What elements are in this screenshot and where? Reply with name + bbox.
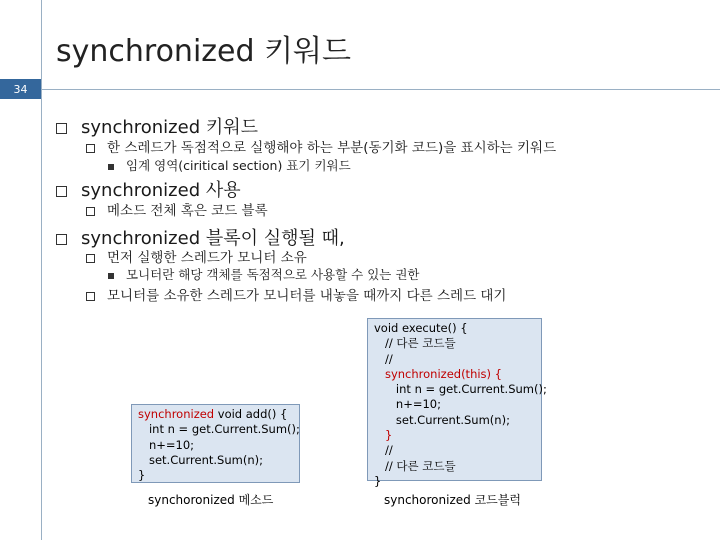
bullet-text: synchronized 블록이 실행될 때, xyxy=(81,228,345,249)
code-line: } xyxy=(374,473,382,488)
code-line: // xyxy=(374,443,393,458)
code-line: n+=10; xyxy=(374,397,442,412)
hollow-square-bullet-icon xyxy=(86,144,95,153)
hollow-square-bullet-icon xyxy=(56,186,67,197)
hollow-square-bullet-icon xyxy=(56,234,67,245)
bullet-text: synchronized 키워드 xyxy=(81,117,259,138)
bullet-text: 임계 영역(ciritical section) 표기 키워드 xyxy=(126,158,351,173)
hollow-square-bullet-icon xyxy=(56,123,67,134)
bullet-text: synchronized 사용 xyxy=(81,180,241,201)
code-line: int n = get.Current.Sum(); xyxy=(374,382,547,397)
code-keyword-line: synchronized(this) { xyxy=(384,366,503,381)
sub-sub-bullet-critical-section xyxy=(108,156,351,174)
bullet-text: 한 스레드가 독점적으로 실행해야 하는 부분(동기화 코드)을 표시하는 키워드 xyxy=(107,140,557,156)
code-box-synchronized-method xyxy=(131,404,300,483)
filled-square-bullet-icon xyxy=(108,273,114,279)
code-line: set.Current.Sum(n); xyxy=(374,412,510,427)
caption-synchronized-method: synchoronized 메소드 xyxy=(148,493,274,507)
code-line: n+=10; xyxy=(138,437,195,452)
code-box-synchronized-block xyxy=(367,318,547,488)
caption-synchronized-block: synchoronized 코드블럭 xyxy=(384,493,521,507)
bullet-text: 메소드 전체 혹은 코드 블록 xyxy=(107,203,268,219)
bullet-text: 모니터를 소유한 스레드가 모니터를 내놓을 때까지 다른 스레드 대기 xyxy=(107,288,507,304)
code-line: void execute() { xyxy=(374,321,468,335)
sub-bullet-method-or-block xyxy=(86,199,268,219)
horizontal-divider xyxy=(0,89,720,90)
sub-bullet-thread-wait xyxy=(86,284,506,304)
code-line: // 다른 코드들 xyxy=(374,336,456,351)
code-line: set.Current.Sum(n); xyxy=(138,452,263,467)
code-keyword: synchronized xyxy=(138,407,215,421)
sub-bullet-monitor-owner xyxy=(86,246,307,266)
sub-sub-bullet-monitor-definition xyxy=(108,265,419,283)
hollow-square-bullet-icon xyxy=(86,292,95,301)
bullet-text: 모니터란 해당 객체를 독점적으로 사용할 수 있는 권한 xyxy=(126,267,420,282)
filled-square-bullet-icon xyxy=(108,164,114,170)
code-closing-brace: } xyxy=(374,428,393,443)
code-indent xyxy=(374,367,385,381)
code-line: // xyxy=(374,351,393,366)
hollow-square-bullet-icon xyxy=(86,254,95,263)
code-line: int n = get.Current.Sum(); xyxy=(138,422,300,437)
vertical-divider xyxy=(41,0,42,540)
hollow-square-bullet-icon xyxy=(86,207,95,216)
code-line: } xyxy=(138,468,146,483)
code-line: // 다른 코드들 xyxy=(374,458,456,473)
sub-bullet-keyword-definition xyxy=(86,136,556,156)
page-number-badge: 34 xyxy=(0,79,41,99)
code-line: void add() { xyxy=(214,407,288,421)
slide-title: synchronized 키워드 xyxy=(56,34,352,69)
bullet-text: 먼저 실행한 스레드가 모니터 소유 xyxy=(107,250,307,266)
